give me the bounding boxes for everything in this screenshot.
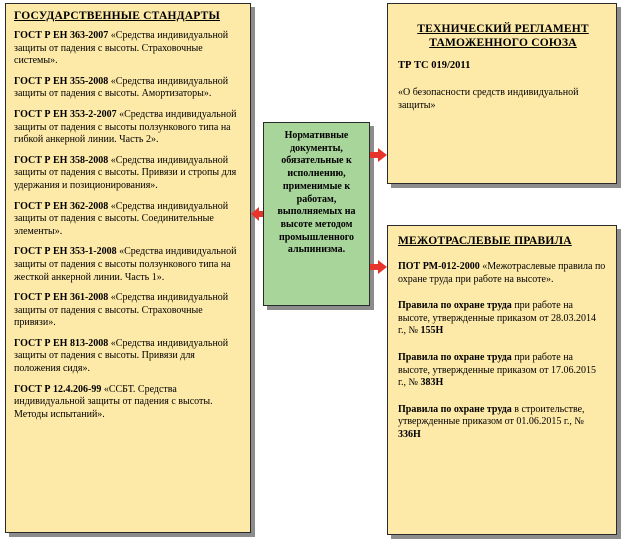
standard-code: ГОСТ Р ЕН 355-2008 bbox=[14, 75, 109, 87]
technical-regulation-description: «О безопасности средств индивидуальной защиты» bbox=[398, 87, 579, 111]
standard-code: ГОСТ Р ЕН 358-2008 bbox=[14, 154, 109, 166]
standard-code: ГОСТ Р ЕН 361-2008 bbox=[14, 292, 109, 304]
arrow-left-icon bbox=[251, 207, 263, 221]
rule-text: в строительстве, утвержденные приказом от 01.06.2015 г., № bbox=[398, 403, 585, 428]
standard-title: «Средства индивидуальной защиты от падения с высоты. Амортизаторы». bbox=[14, 75, 229, 100]
standard-title: «Средства индивидуальной защиты от падения с высоты. Соединительные элементы». bbox=[14, 200, 229, 237]
rule-number: 155Н bbox=[420, 325, 444, 337]
center-box-text: Нормативные документы, обязательные к исполнению, применимые к работам, выполняемых на высоте методом промышленного альпинизма. bbox=[277, 130, 356, 256]
arrow-right-icon bbox=[370, 148, 387, 162]
rule-lead: ПОТ РМ-012-2000 bbox=[398, 261, 480, 272]
standard-code: ГОСТ Р ЕН 363-2007 bbox=[14, 30, 109, 41]
rule-lead: Правила по охране труда bbox=[398, 300, 512, 312]
standard-code: ГОСТ Р ЕН 353-2-2007 bbox=[14, 108, 117, 120]
rule-text: «Межотраслевые правила по охране труда при работе на высоте». bbox=[398, 261, 606, 285]
standard-code: ГОСТ Р ЕН 353-1-2008 bbox=[14, 246, 117, 258]
standard-title: «ССБТ. Средства индивидуальной защиты от падения с высоты. Методы испытаний». bbox=[14, 383, 213, 420]
interindustry-rules-heading: МЕЖОТРАСЛЕВЫЕ ПРАВИЛА bbox=[398, 235, 572, 247]
standard-title: «Средства индивидуальной защиты от падения с высоты. Привязи для положения сидя». bbox=[14, 337, 229, 375]
rule-text: при работе на высоте, утвержденные приказом от 17.06.2015 г., № bbox=[398, 351, 596, 389]
rule-text: при работе на высоте, утвержденные приказом от 28.03.2014 г., № bbox=[398, 300, 596, 337]
rule-number: 383Н bbox=[420, 377, 444, 389]
standard-title: «Средства индивидуальной защиты от падения с высоты ползункового типа на жесткой анкерной линии. Часть 1». bbox=[14, 246, 237, 283]
rule-lead: Правила по охране труда bbox=[398, 351, 512, 363]
standard-title: «Средства индивидуальной защиты от падения с высоты. Страховочные привязи». bbox=[14, 292, 229, 329]
technical-regulation-code: ТР ТС 019/2011 bbox=[398, 60, 471, 71]
technical-regulation-heading: ТЕХНИЧЕСКИЙ РЕГЛАМЕНТ ТАМОЖЕННОГО СОЮЗА bbox=[417, 23, 589, 49]
standard-code: ГОСТ Р ЕН 362-2008 bbox=[14, 200, 109, 212]
arrow-right-icon bbox=[370, 260, 387, 274]
rule-lead: Правила по охране труда bbox=[398, 403, 512, 415]
standard-code: ГОСТ Р ЕН 813-2008 bbox=[14, 337, 109, 349]
state-standards-heading: ГОСУДАРСТВЕННЫЕ СТАНДАРТЫ bbox=[14, 10, 220, 22]
standard-title: «Средства индивидуальной защиты от падения с высоты. Привязи и стропы для удержания и позиционирования». bbox=[14, 154, 237, 191]
rule-number: 336Н bbox=[398, 428, 421, 440]
standard-code: ГОСТ Р 12.4.206-99 bbox=[14, 383, 102, 395]
standard-title: «Средства индивидуальной защиты от падения с высоты. Страховочные системы». bbox=[14, 30, 229, 67]
standard-title: «Средства индивидуальной защиты от падения с высоты ползункового типа на гибкой анкерной линии. Часть 2». bbox=[14, 108, 237, 146]
